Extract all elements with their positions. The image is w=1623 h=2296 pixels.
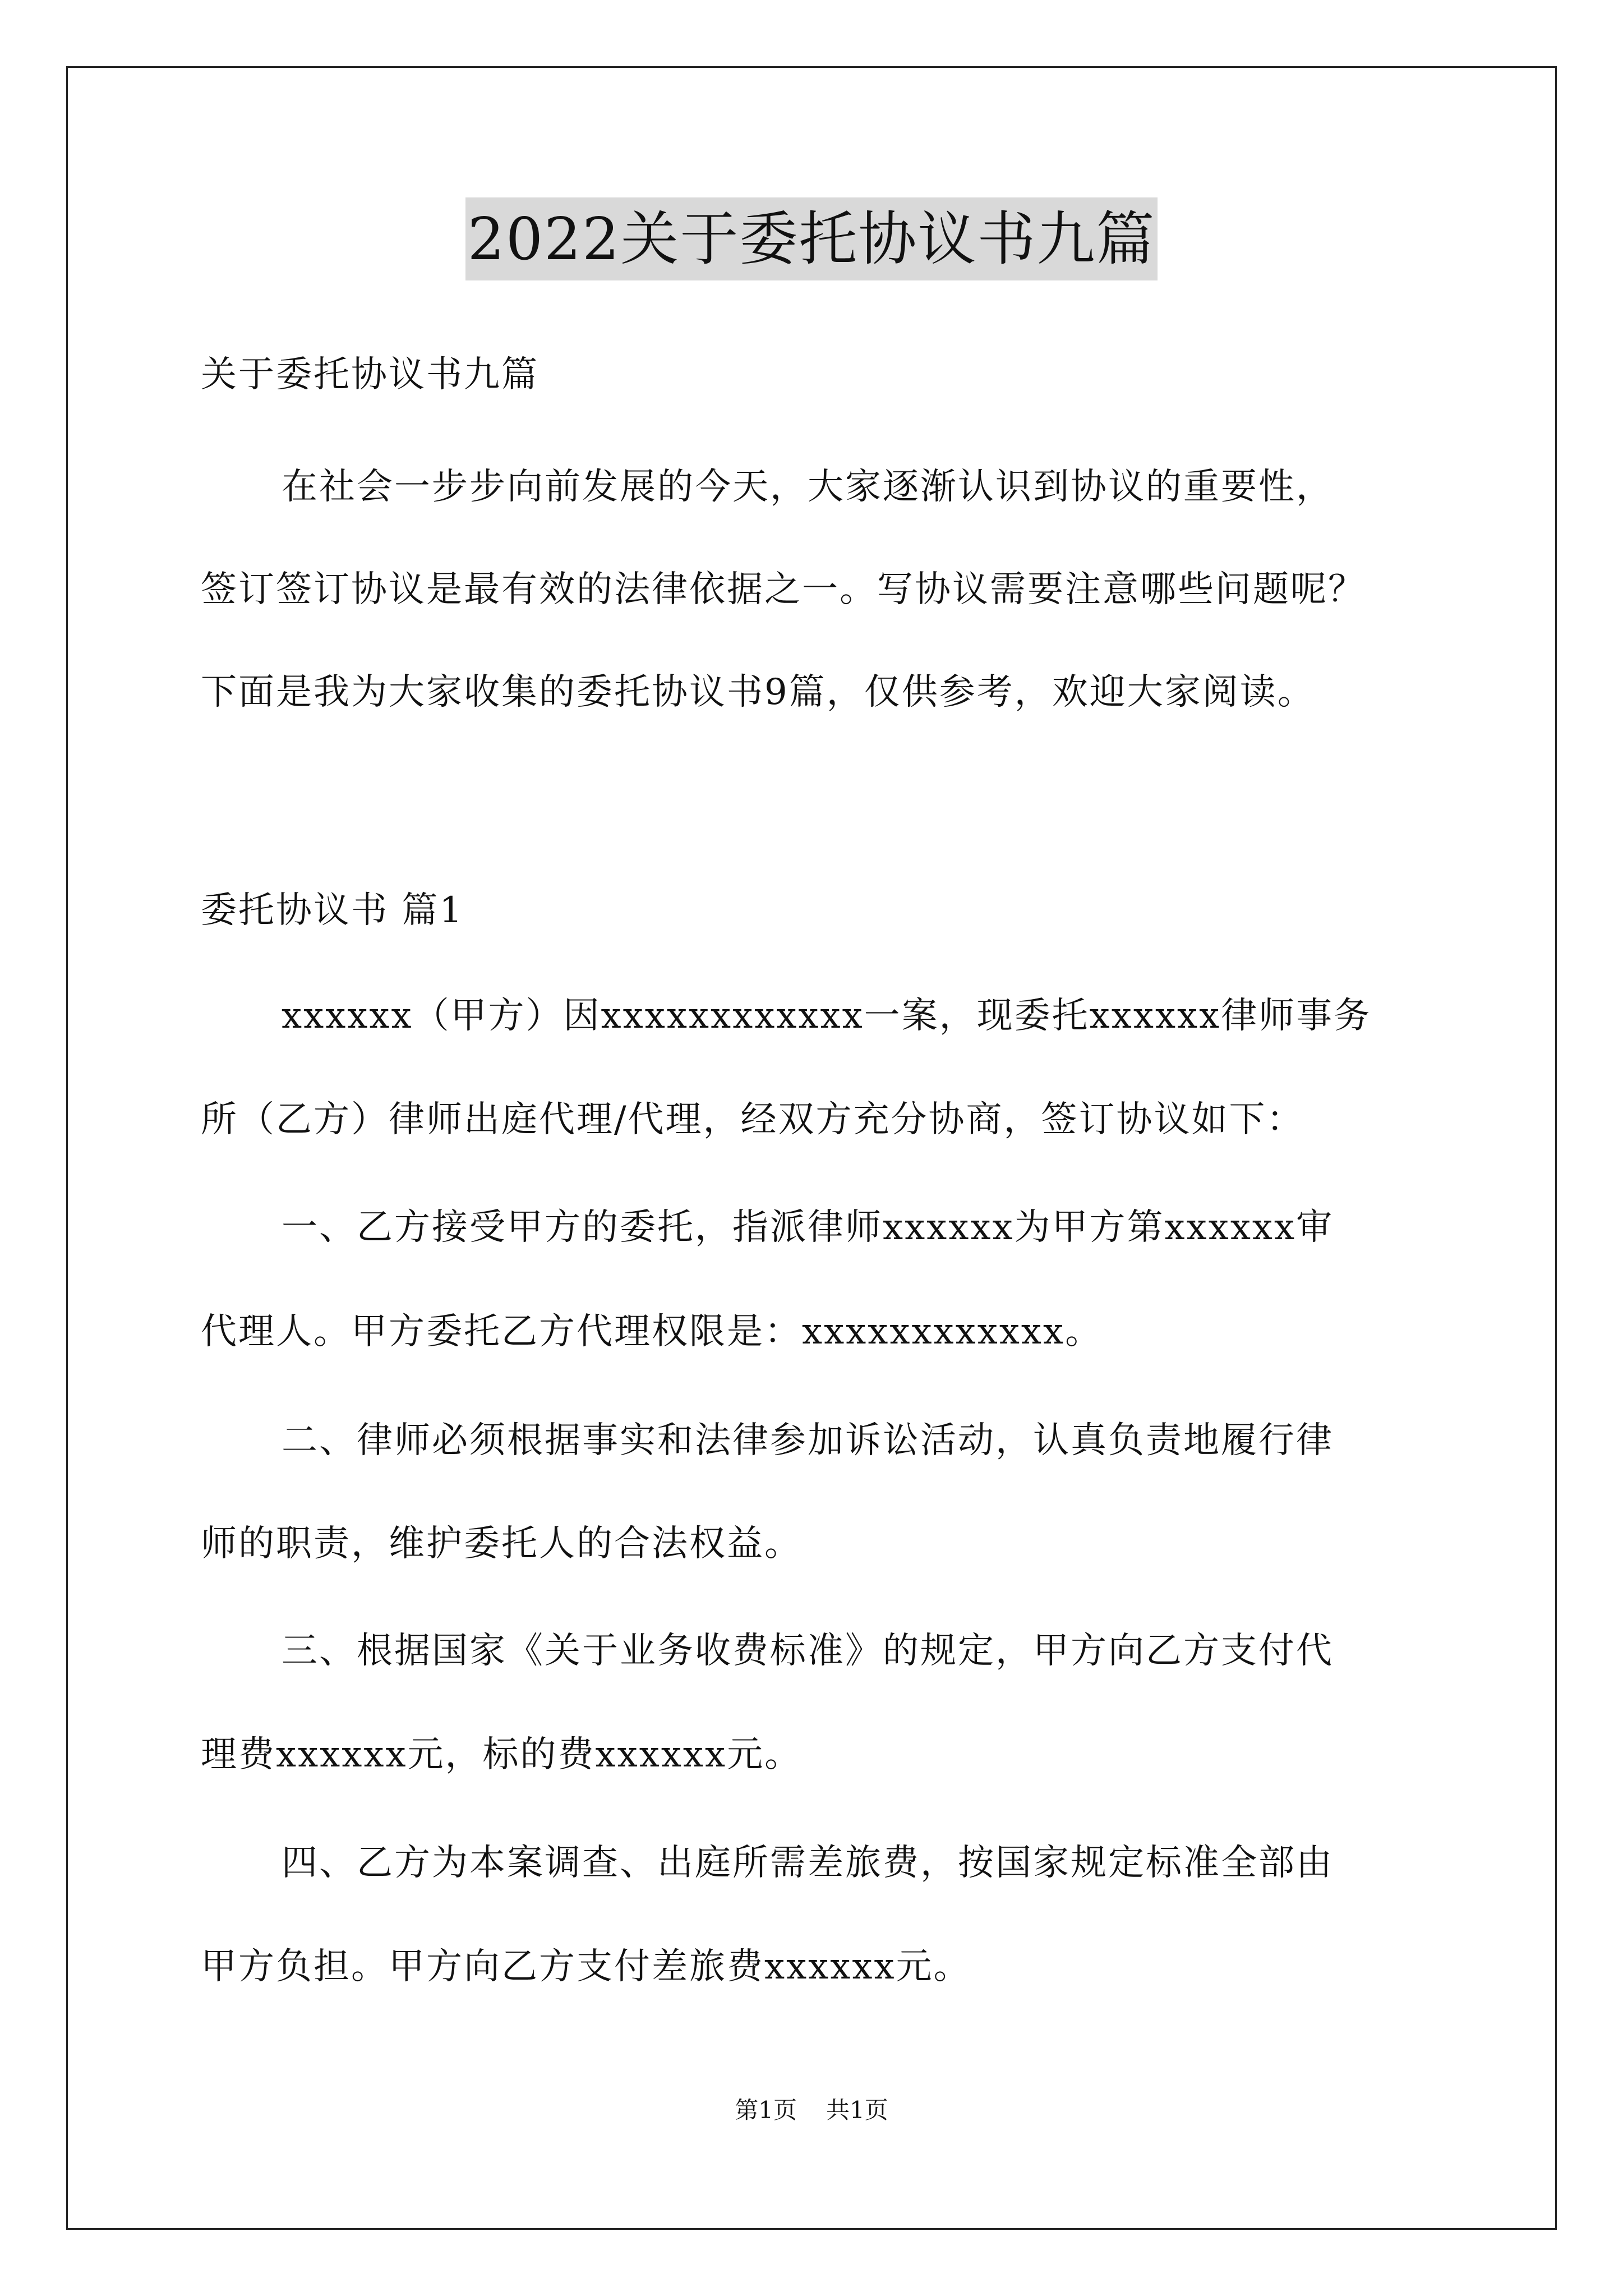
document-title: 2022关于委托协议书九篇 bbox=[465, 197, 1158, 280]
intro-paragraph-line: 签订签订协议是最有效的法律依据之一。写协议需要注意哪些问题呢？ bbox=[201, 569, 1366, 610]
body-paragraph-line: xxxxxx（甲方）因xxxxxxxxxxxx一案，现委托xxxxxx律师事务 bbox=[282, 995, 1372, 1037]
intro-paragraph-line: 在社会一步步向前发展的今天，大家逐渐认识到协议的重要性， bbox=[282, 466, 1334, 508]
clause-line: 四、乙方为本案调查、出庭所需差旅费，按国家规定标准全部由 bbox=[282, 1842, 1334, 1884]
intro-paragraph-line: 下面是我为大家收集的委托协议书9篇，仅供参考，欢迎大家阅读。 bbox=[201, 671, 1315, 713]
clause-line: 一、乙方接受甲方的委托，指派律师xxxxxx为甲方第xxxxxx审 bbox=[282, 1207, 1334, 1248]
clause-line: 甲方负担。甲方向乙方支付差旅费xxxxxx元。 bbox=[201, 1946, 971, 1987]
body-paragraph-line: 所（乙方）律师出庭代理/代理，经双方充分协商，签订协议如下： bbox=[201, 1099, 1304, 1140]
document-subtitle: 关于委托协议书九篇 bbox=[201, 354, 539, 395]
page-number-current: 第1页 bbox=[735, 2096, 797, 2124]
clause-line: 师的职责，维护委托人的合法权益。 bbox=[201, 1523, 802, 1565]
title-container bbox=[0, 197, 1623, 280]
clause-line: 二、律师必须根据事实和法律参加诉讼活动，认真负责地履行律 bbox=[282, 1420, 1334, 1461]
clause-line: 三、根据国家《关于业务收费标准》的规定，甲方向乙方支付代 bbox=[282, 1630, 1334, 1672]
clause-line: 代理人。甲方委托乙方代理权限是：xxxxxxxxxxxx。 bbox=[201, 1311, 1103, 1352]
page-number-total: 共1页 bbox=[826, 2096, 888, 2124]
clause-line: 理费xxxxxx元，标的费xxxxxx元。 bbox=[201, 1734, 803, 1775]
page-footer bbox=[0, 2093, 1623, 2127]
section-heading: 委托协议书 篇1 bbox=[201, 890, 464, 931]
